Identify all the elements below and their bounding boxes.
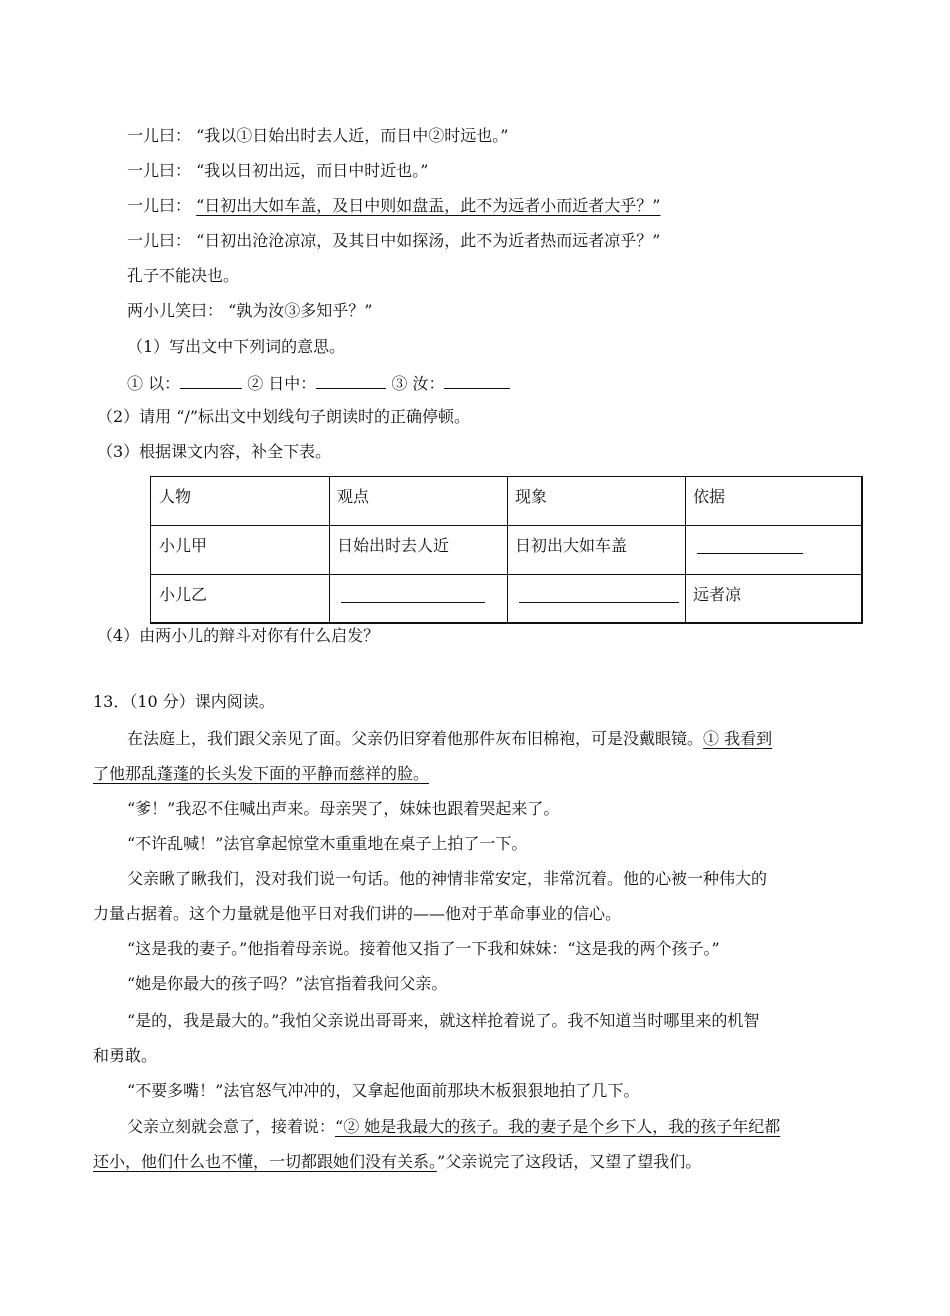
table-header-basis: 依据 bbox=[693, 487, 726, 506]
passage-line-2: 一儿曰： “我以日初出远，而日中时近也。” bbox=[127, 161, 429, 180]
q13-p1-line1 bbox=[127, 729, 772, 749]
table-cell: 日始出时去人近 bbox=[337, 536, 450, 555]
table-col-divider bbox=[329, 477, 330, 622]
underlined-sentence: “日初出大如车盖，及日中则如盘盂，此不为远者小而近者大乎？” bbox=[196, 196, 661, 215]
passage-line-1: 一儿曰： “我以①日始出时去人近，而日中②时远也。” bbox=[127, 126, 509, 145]
passage-line-3-prefix: 一儿曰： bbox=[127, 196, 197, 215]
q13-p8: “不要多嘴！”法官怒气冲冲的，又拿起他面前那块木板狠狠地拍了几下。 bbox=[127, 1081, 640, 1100]
q13-p9-line1 bbox=[127, 1117, 780, 1137]
q13-p1-line2 bbox=[93, 764, 429, 784]
table-header-phenomenon: 现象 bbox=[515, 487, 548, 506]
q13-underline-2b: 还小，他们什么也不懂，一切都跟她们没有关系。 bbox=[93, 1152, 438, 1171]
q13-p9-text: 父亲立刻就会意了，接着说： bbox=[127, 1117, 336, 1136]
passage-line-3 bbox=[127, 196, 660, 216]
table-row-divider bbox=[151, 574, 861, 575]
passage-line-4: 一儿曰： “日初出沧沧凉凉，及其日中如探汤，此不为近者热而远者凉乎？” bbox=[127, 231, 661, 250]
q13-underline-1a: ① 我看到 bbox=[703, 729, 773, 748]
q1-item-2-label: ② 日中： bbox=[247, 374, 317, 393]
fill-table bbox=[150, 476, 863, 624]
q13-p9-end: ”父亲说完了这段话，又望了望我们。 bbox=[437, 1152, 702, 1171]
question-2: （2）请用 “/”标出文中划线句子朗读时的正确停顿。 bbox=[97, 407, 471, 426]
table-blank-phenomenon-2[interactable] bbox=[519, 602, 679, 603]
question-4: （4）由两小儿的辩斗对你有什么启发？ bbox=[97, 626, 380, 645]
passage-line-5: 孔子不能决也。 bbox=[127, 266, 240, 285]
q13-p1-text: 在法庭上，我们跟父亲见了面。父亲仍旧穿着他那件灰布旧棉袍，可是没戴眼镜。 bbox=[127, 729, 704, 748]
q13-p5: “这是我的妻子。”他指着母亲说。接着他又指了一下我和妹妹：“这是我的两个孩子。” bbox=[127, 939, 720, 958]
q13-p7-line1: “是的，我是最大的。”我怕父亲说出哥哥来，就这样抢着说了。我不知道当时哪里来的机智 bbox=[127, 1011, 760, 1030]
q13-p4-line2: 力量占据着。这个力量就是他平日对我们讲的——他对于革命事业的信心。 bbox=[93, 904, 622, 923]
table-cell: 远者凉 bbox=[693, 585, 742, 604]
q1-item-2-blank[interactable] bbox=[316, 372, 386, 389]
table-blank-basis-1[interactable] bbox=[697, 553, 803, 554]
passage-line-6: 两小儿笑曰： “孰为汝③多知乎？” bbox=[127, 301, 373, 320]
table-cell: 小儿乙 bbox=[159, 585, 208, 604]
table-header-view: 观点 bbox=[337, 487, 370, 506]
q13-underline-1b: 了他那乱蓬蓬的长头发下面的平静而慈祥的脸。 bbox=[93, 764, 430, 783]
q13-p4-line1: 父亲瞅了瞅我们，没对我们说一句话。他的神情非常安定，非常沉着。他的心被一种伟大的 bbox=[127, 869, 768, 888]
table-col-divider bbox=[685, 477, 686, 622]
q1-item-1-label: ① 以： bbox=[127, 374, 181, 393]
table-cell: 日初出大如车盖 bbox=[515, 536, 628, 555]
table-blank-view-2[interactable] bbox=[341, 602, 485, 603]
q13-underline-2a: “② 她是我最大的孩子。我的妻子是个乡下人，我的孩子年纪都 bbox=[335, 1117, 781, 1136]
q13-p2: “爹！”我忍不住喊出声来。母亲哭了，妹妹也跟着哭起来了。 bbox=[127, 799, 560, 818]
table-cell: 小儿甲 bbox=[159, 536, 208, 555]
q1-item-3-blank[interactable] bbox=[444, 372, 510, 389]
q13-p7-line2: 和勇敢。 bbox=[93, 1046, 158, 1065]
table-col-divider bbox=[507, 477, 508, 622]
question-3: （3）根据课文内容，补全下表。 bbox=[97, 442, 332, 461]
table-header-person: 人物 bbox=[159, 487, 192, 506]
q13-p9-line2 bbox=[93, 1152, 701, 1172]
question-1: （1）写出文中下列词的意思。 bbox=[127, 337, 346, 356]
q1-item-3-label: ③ 汝： bbox=[391, 374, 445, 393]
q1-item-1-blank[interactable] bbox=[180, 372, 242, 389]
q13-p3: “不许乱喊！”法官拿起惊堂木重重地在桌子上拍了一下。 bbox=[127, 834, 528, 853]
q13-p6: “她是你最大的孩子吗？”法官指着我问父亲。 bbox=[127, 974, 448, 993]
question-13-title: 13．（10 分）课内阅读。 bbox=[93, 692, 275, 711]
question-1-items bbox=[127, 372, 510, 394]
table-row-divider bbox=[151, 525, 861, 526]
